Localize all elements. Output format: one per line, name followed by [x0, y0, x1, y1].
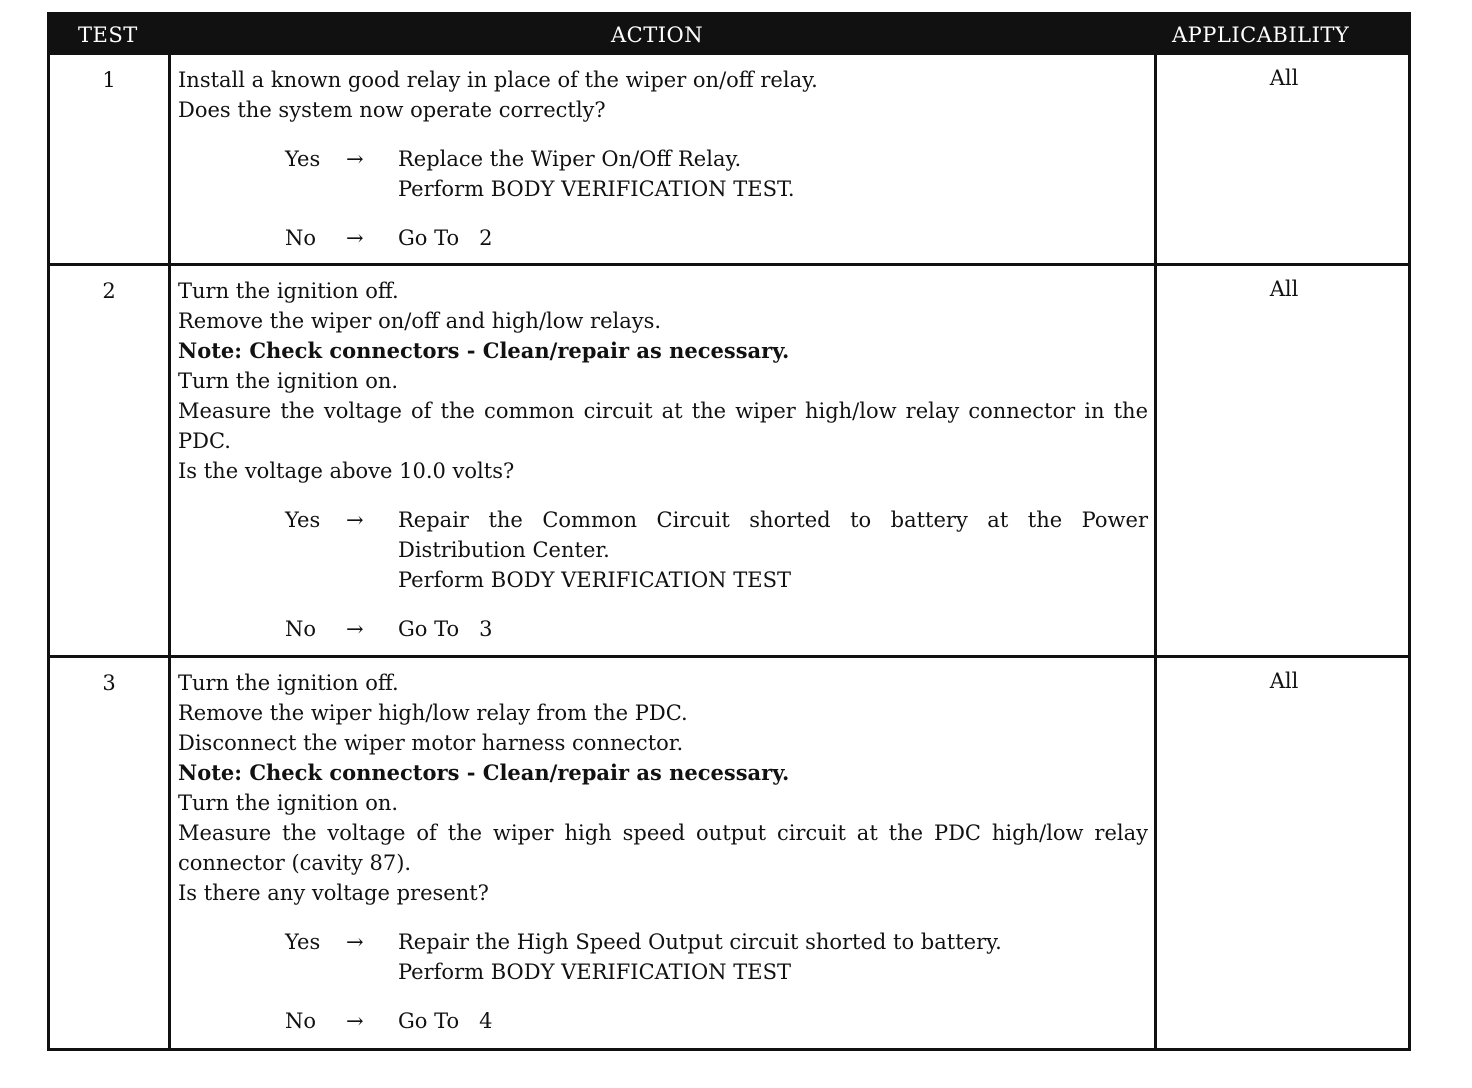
action-line: Turn the ignition off. [178, 279, 399, 303]
yes-text: Repair the High Speed Output circuit shorted to battery. [398, 930, 1002, 954]
action-line: Is the voltage above 10.0 volts? [178, 459, 515, 483]
note-line: Note: Check connectors - Clean/repair as necessary. [178, 338, 790, 363]
action-cell [178, 65, 1148, 253]
yes-text: Repair the Common Circuit shorted to battery at the Power Distribution Center. [398, 508, 1148, 562]
applicability-value: All [1269, 277, 1299, 301]
yes-result [178, 927, 1148, 987]
arrow-icon: → [346, 617, 364, 641]
yes-text: Replace the Wiper On/Off Relay. [398, 147, 742, 171]
arrow-icon: → [346, 930, 364, 954]
row-divider [50, 655, 1408, 658]
column-divider [168, 55, 171, 1048]
test-number: 2 [102, 279, 116, 303]
yes-result [178, 505, 1148, 595]
no-result [178, 223, 1148, 253]
action-line: Disconnect the wiper motor harness connector. [178, 731, 684, 755]
yes-text: Perform BODY VERIFICATION TEST. [398, 177, 795, 201]
test-number: 3 [102, 671, 116, 695]
table-header [50, 15, 1408, 55]
action-line: Turn the ignition off. [178, 671, 399, 695]
yes-label: Yes [285, 147, 321, 171]
yes-text: Perform BODY VERIFICATION TEST [398, 960, 791, 984]
action-line: Install a known good relay in place of the wiper on/off relay. [178, 68, 818, 92]
no-text: Go To 4 [398, 1009, 493, 1033]
yes-text: Perform BODY VERIFICATION TEST [398, 568, 791, 592]
applicability-value: All [1269, 669, 1299, 693]
no-result [178, 1006, 1148, 1036]
action-line: Is there any voltage present? [178, 881, 489, 905]
header-action: ACTION [611, 23, 704, 47]
yes-result [178, 144, 1148, 204]
action-cell [178, 276, 1148, 644]
yes-label: Yes [285, 508, 321, 532]
no-text: Go To 3 [398, 617, 493, 641]
arrow-icon: → [346, 147, 364, 171]
row-divider [50, 263, 1408, 266]
no-label: No [285, 226, 317, 250]
action-line: Does the system now operate correctly? [178, 98, 606, 122]
action-cell [178, 668, 1148, 1036]
action-line: Measure the voltage of the wiper high speed output circuit at the PDC high/low relay connector (cavity 87). [178, 821, 1148, 875]
applicability-value: All [1269, 66, 1299, 90]
no-label: No [285, 1009, 317, 1033]
action-line: Turn the ignition on. [178, 369, 399, 393]
action-line: Remove the wiper high/low relay from the PDC. [178, 701, 688, 725]
diagnostic-table [47, 12, 1411, 1051]
column-divider [1154, 55, 1157, 1048]
arrow-icon: → [346, 508, 364, 532]
no-label: No [285, 617, 317, 641]
header-test: TEST [78, 23, 138, 47]
note-line: Note: Check connectors - Clean/repair as necessary. [178, 760, 790, 785]
yes-label: Yes [285, 930, 321, 954]
no-result [178, 614, 1148, 644]
action-line: Measure the voltage of the common circuit at the wiper high/low relay connector in the PDC. [178, 399, 1148, 453]
test-number: 1 [102, 68, 116, 92]
arrow-icon: → [346, 1009, 364, 1033]
action-line: Turn the ignition on. [178, 791, 399, 815]
no-text: Go To 2 [398, 226, 493, 250]
header-applicability: APPLICABILITY [1172, 23, 1350, 47]
arrow-icon: → [346, 226, 364, 250]
action-line: Remove the wiper on/off and high/low relays. [178, 309, 662, 333]
